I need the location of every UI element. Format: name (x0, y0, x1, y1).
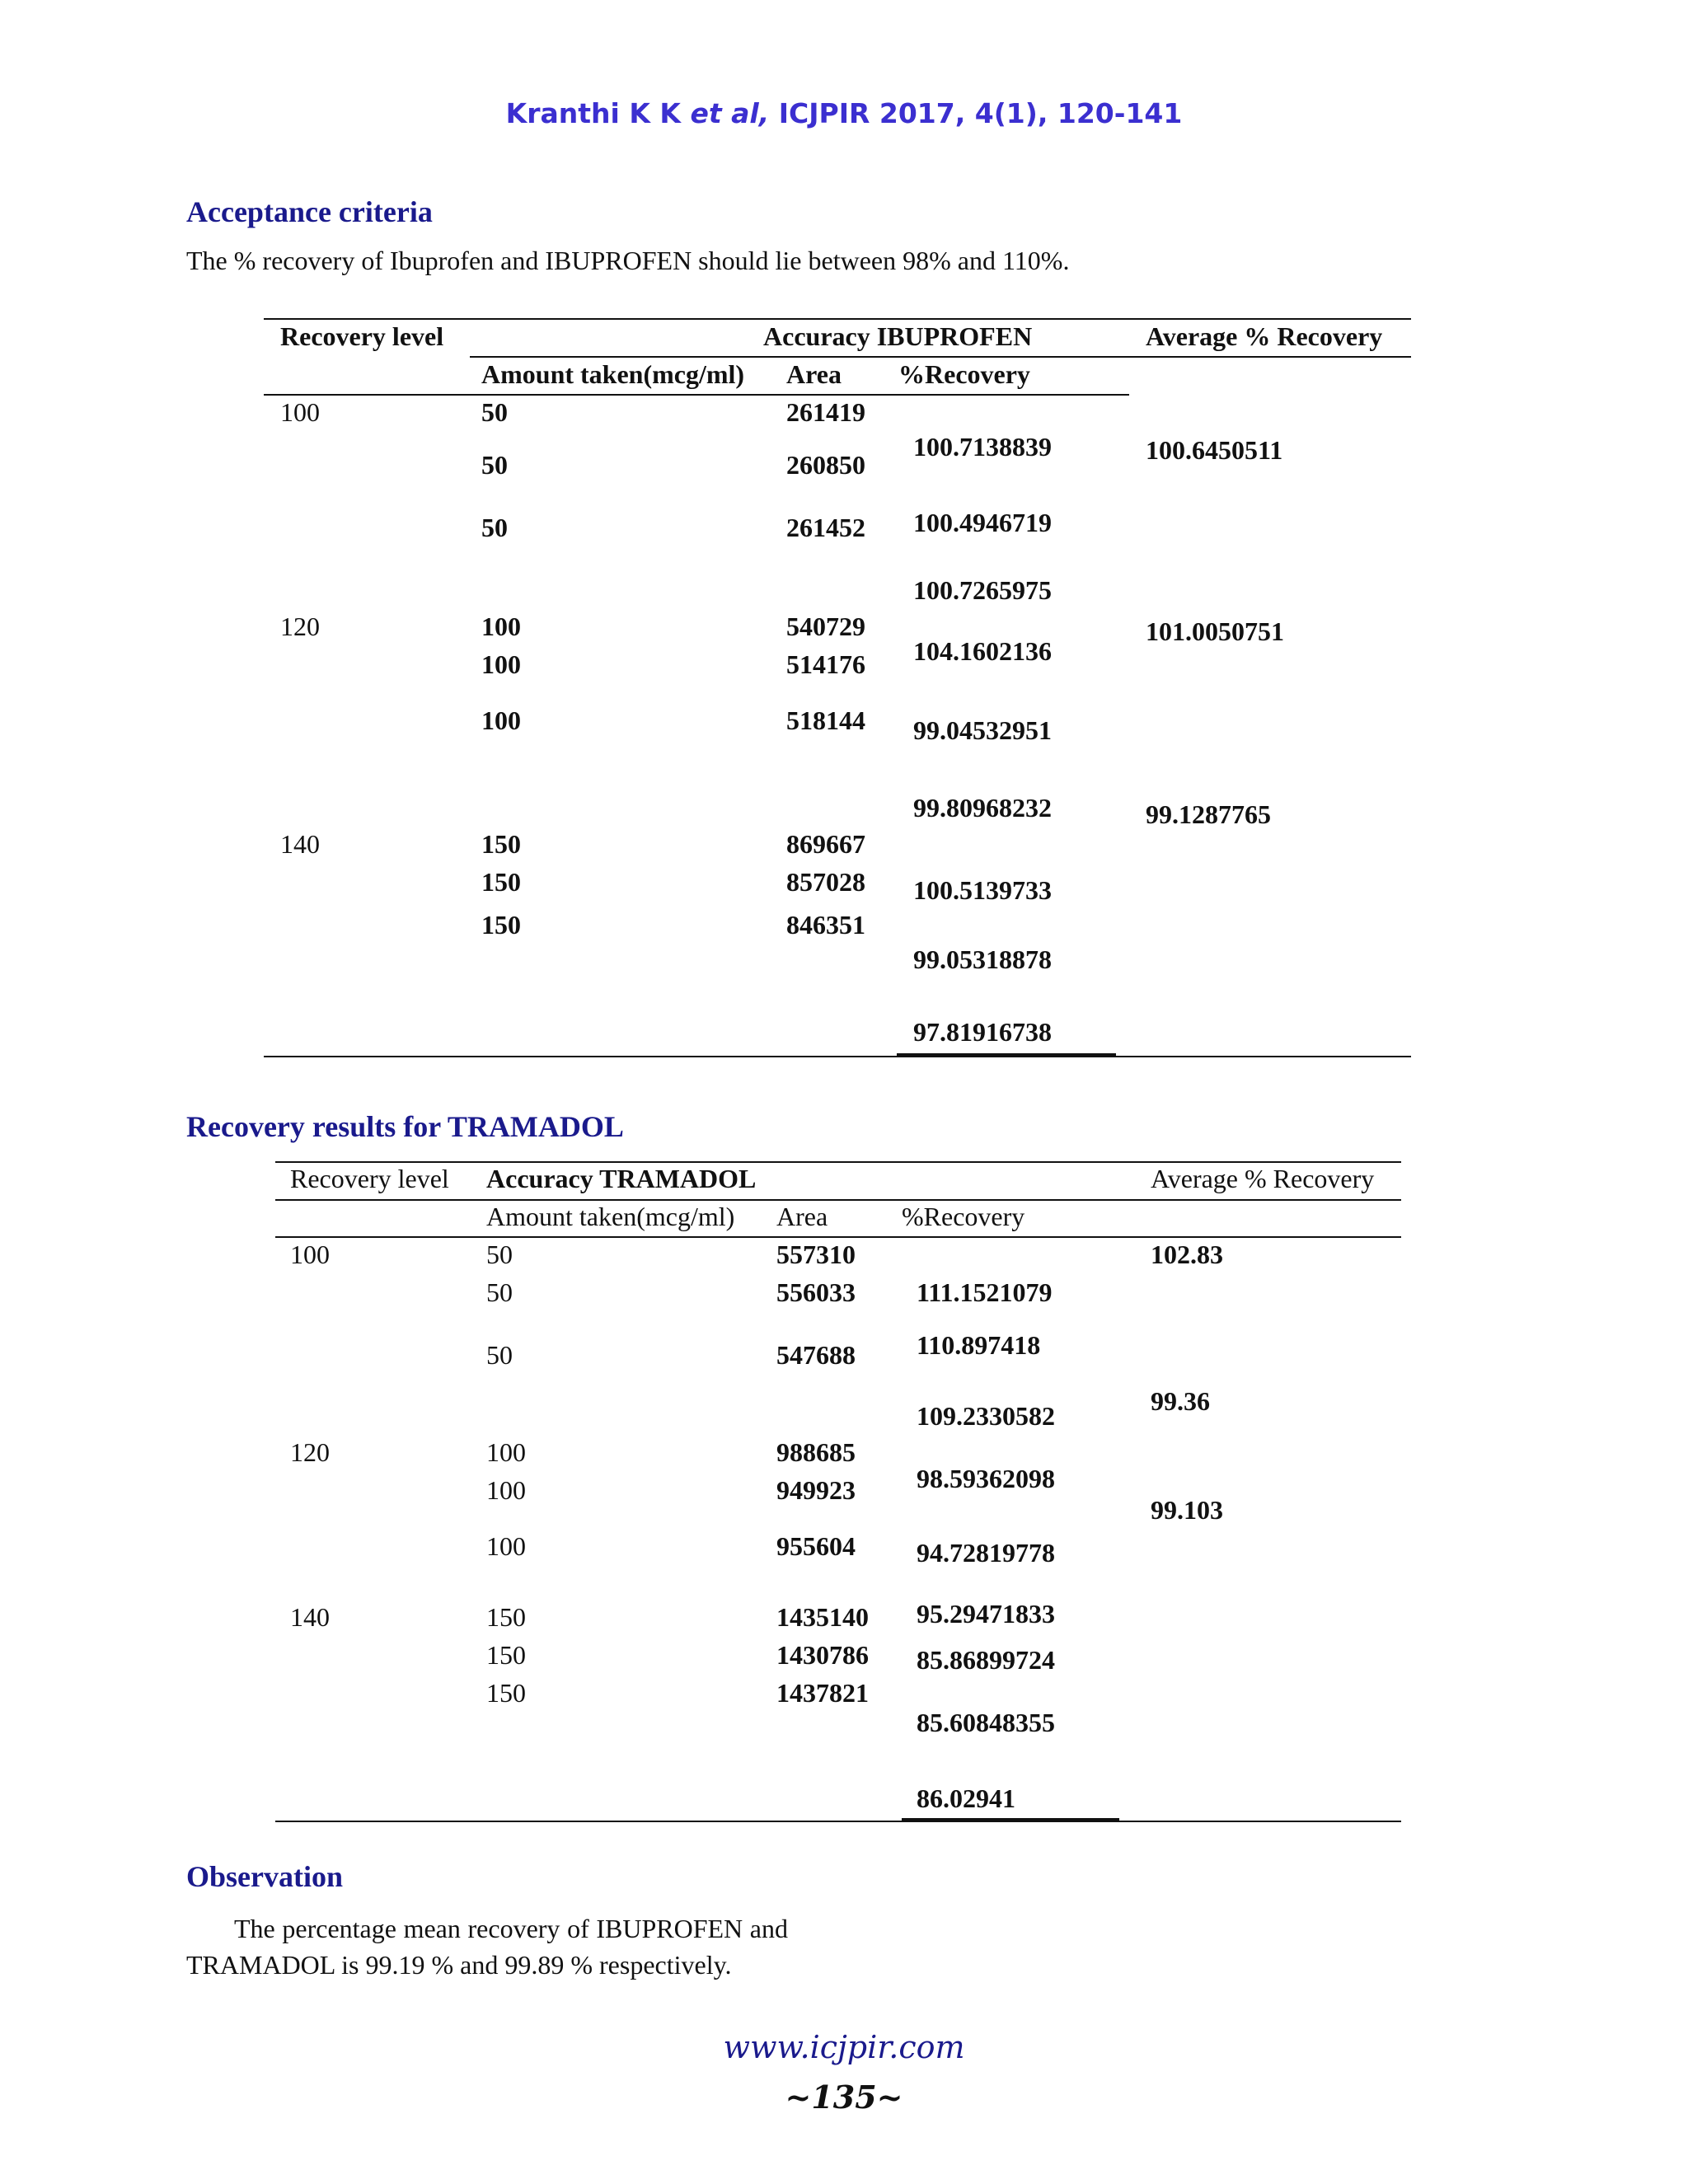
ibu-amount: 150 (481, 910, 521, 940)
ibu-level: 100 (280, 397, 320, 427)
ibu-header-rule (470, 356, 1411, 358)
ibu-average: 101.0050751 (1146, 616, 1284, 646)
ibu-recovery: 100.7138839 (913, 432, 1052, 462)
ibu-recovery: 100.5139733 (913, 875, 1052, 905)
ibu-amount: 50 (481, 513, 508, 542)
ibu-level: 120 (280, 612, 320, 641)
tra-recovery: 85.60848355 (917, 1708, 1055, 1737)
observation-text: The percentage mean recovery of IBUPROFEN and TRAMADOL is 99.19 % and 99.89 % respectively. (186, 1914, 788, 1980)
tra-recovery: 98.59362098 (917, 1464, 1055, 1493)
ibu-recovery: 100.7265975 (913, 575, 1052, 605)
tra-level: 120 (290, 1437, 330, 1467)
page-number: ~135~ (785, 2079, 903, 2116)
ibu-top-rule (264, 318, 1411, 320)
tra-area: 556033 (776, 1277, 856, 1307)
tra-average: 102.83 (1151, 1240, 1223, 1269)
tra-subheader-rule (275, 1236, 1401, 1238)
tra-area: 1437821 (776, 1678, 869, 1708)
tra-area: 955604 (776, 1531, 856, 1561)
ibu-area: 869667 (786, 829, 865, 859)
ibu-average: 99.1287765 (1146, 799, 1271, 829)
tra-amount: 50 (486, 1240, 513, 1269)
tra-level: 140 (290, 1602, 330, 1632)
tra-recovery: 109.2330582 (917, 1401, 1055, 1431)
ibu-area: 261452 (786, 513, 865, 542)
ibu-bottom-rule (264, 1056, 1411, 1057)
tra-area: 949923 (776, 1475, 856, 1505)
tra-area: 1430786 (776, 1640, 869, 1670)
tra-col-recovery-level: Recovery level (290, 1164, 449, 1193)
tramadol-heading: Recovery results for TRAMADOL (186, 1110, 624, 1143)
tra-recovery: 85.86899724 (917, 1645, 1055, 1675)
tra-average: 99.103 (1151, 1495, 1223, 1525)
tra-recovery: 86.02941 (917, 1783, 1015, 1813)
tra-area: 547688 (776, 1340, 856, 1370)
ibu-recovery: 104.1602136 (913, 636, 1052, 666)
ibu-col-average: Average % Recovery (1146, 321, 1383, 351)
tra-amount: 150 (486, 1678, 526, 1708)
running-header (0, 97, 1688, 129)
tra-average: 99.36 (1151, 1386, 1210, 1416)
tra-recovery: 111.1521079 (917, 1277, 1053, 1307)
tra-bottom-rule (275, 1821, 1401, 1822)
ibu-area: 261419 (786, 397, 865, 427)
ibu-subheader-rule (264, 394, 1129, 396)
ibu-average: 100.6450511 (1146, 435, 1283, 465)
ibu-level: 140 (280, 829, 320, 859)
tra-amount: 150 (486, 1602, 526, 1632)
tra-sub-amount: Amount taken(mcg/ml) (486, 1202, 735, 1231)
ibu-area: 540729 (786, 612, 865, 641)
acceptance-heading: Acceptance criteria (186, 195, 433, 228)
tra-amount: 100 (486, 1475, 526, 1505)
tra-amount: 150 (486, 1640, 526, 1670)
tra-top-rule (275, 1161, 1401, 1163)
ibu-amount: 100 (481, 705, 521, 735)
ibu-area: 514176 (786, 649, 865, 679)
tra-area: 557310 (776, 1240, 856, 1269)
tra-sub-area: Area (776, 1202, 828, 1231)
tra-header-rule (275, 1199, 1401, 1201)
ibu-sub-area: Area (786, 359, 842, 389)
observation-heading: Observation (186, 1860, 344, 1893)
ibu-area: 518144 (786, 705, 865, 735)
ibu-recovery: 99.04532951 (913, 715, 1052, 745)
footer-url[interactable]: www.icjpir.com (723, 2029, 965, 2065)
acceptance-text: The % recovery of Ibuprofen and IBUPROFEN should lie between 98% and 110%. (186, 246, 1070, 275)
tra-amount: 100 (486, 1531, 526, 1561)
ibu-amount: 150 (481, 829, 521, 859)
ibu-sub-amount: Amount taken(mcg/ml) (481, 359, 745, 389)
tra-amount: 50 (486, 1277, 513, 1307)
ibu-recovery: 97.81916738 (913, 1017, 1052, 1047)
tra-sub-recovery: %Recovery (902, 1202, 1025, 1231)
tra-level: 100 (290, 1240, 330, 1269)
header-etal: et al, (690, 97, 770, 129)
tra-recovery: 110.897418 (917, 1330, 1041, 1360)
ibu-recovery: 100.4946719 (913, 508, 1052, 537)
ibu-amount: 50 (481, 450, 508, 480)
ibu-amount: 100 (481, 649, 521, 679)
ibu-col-accuracy: Accuracy IBUPROFEN (763, 321, 1033, 351)
ibu-area: 846351 (786, 910, 865, 940)
tra-area: 1435140 (776, 1602, 869, 1632)
header-authors: Kranthi K K (505, 97, 691, 129)
tra-col-average: Average % Recovery (1151, 1164, 1375, 1193)
tra-col-accuracy: Accuracy TRAMADOL (486, 1164, 757, 1193)
tra-amount: 50 (486, 1340, 513, 1370)
ibu-recovery: 99.05318878 (913, 944, 1052, 974)
ibu-sub-recovery: %Recovery (898, 359, 1030, 389)
ibu-amount: 100 (481, 612, 521, 641)
tra-amount: 100 (486, 1437, 526, 1467)
ibu-area: 260850 (786, 450, 865, 480)
ibu-col-recovery-level: Recovery level (280, 321, 444, 351)
tra-recovery: 94.72819778 (917, 1538, 1055, 1568)
tra-area: 988685 (776, 1437, 856, 1467)
ibu-recovery: 99.80968232 (913, 793, 1052, 823)
header-citation: ICJPIR 2017, 4(1), 120-141 (769, 97, 1183, 129)
ibu-area: 857028 (786, 867, 865, 897)
ibu-amount: 50 (481, 397, 508, 427)
tra-recovery: 95.29471833 (917, 1599, 1055, 1629)
ibu-amount: 150 (481, 867, 521, 897)
